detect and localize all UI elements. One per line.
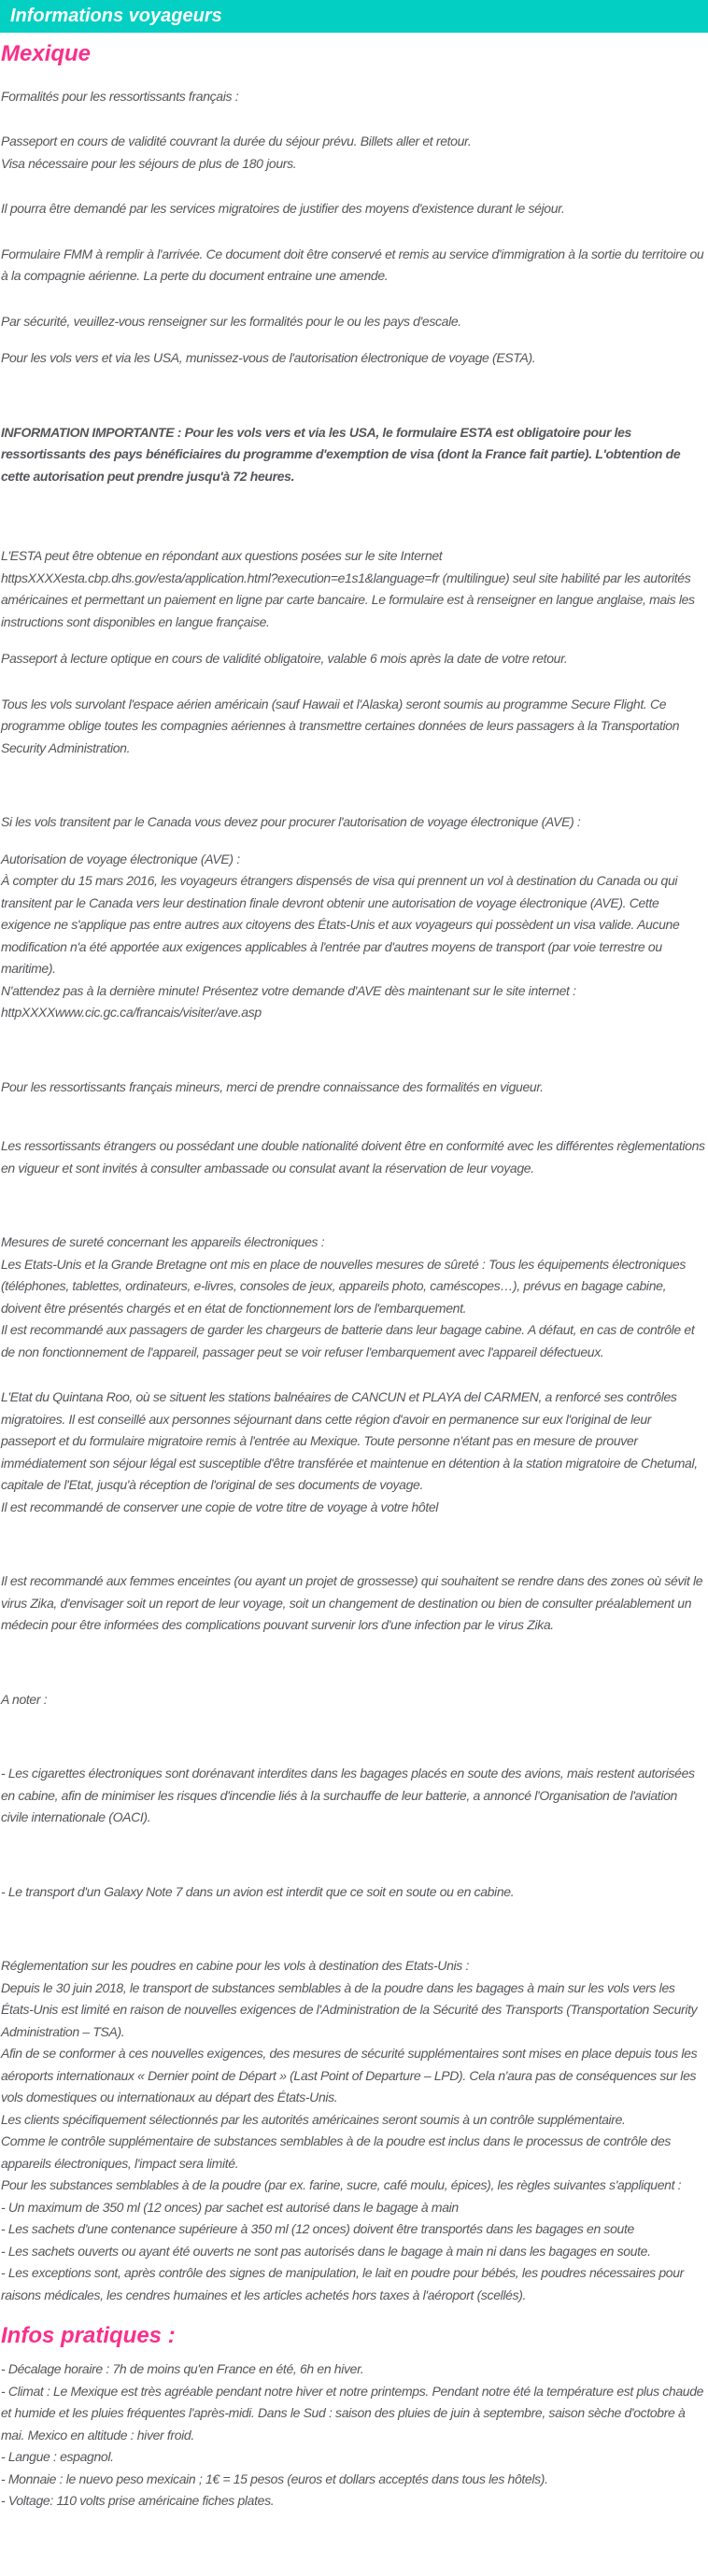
paragraph: - Le transport d'un Galaxy Note 7 dans un avion est interdit que ce soit en soute ou en cabine. [1,1883,515,1899]
paragraph: Par sécurité, veuillez-vous renseigner sur les formalités pour le ou les pays d'escale. [1,313,461,329]
info-line: - Monnaie : le nuevo peso mexicain ; 1€ = 15 pesos (euros et dollars acceptés dans tous les hôtels). [1,2470,548,2486]
country-heading: Mexique [1,41,92,66]
paragraph: Formulaire FMM à remplir à l'arrivée. Ce document doit être conservé et remis au service d'immigration à la sortie du territoire ou à la compagnie aérienne. La perte du document entraine une amende. [1,246,704,284]
page-title: Informations voyageurs [10,6,222,26]
paragraph-list [1,86,705,2307]
traveler-info-document [0,41,708,2535]
paragraph: Pour les vols vers et via les USA, munissez-vous de l'autorisation électronique de voyage (ESTA). [1,350,536,366]
paragraph: INFORMATION IMPORTANTE : Pour les vols vers et via les USA, le formulaire ESTA est obligatoire pour les ressortissants des pays bénéficiaires du programme d'exemption de visa (dont la France fait partie). L'obtention de cette autorisation peut prendre jusqu'à 72 heures. [1,424,681,484]
paragraph: Formalités pour les ressortissants français : [1,88,239,104]
paragraph: Passeport à lecture optique en cours de validité obligatoire, valable 6 mois après la date de votre retour. [1,651,568,667]
paragraph: - Les cigarettes électroniques sont dorénavant interdites dans les bagages placés en soute des avions, mais restent autorisées en cabine, afin de minimiser les risques d'incendie liés à la surchauffe de leur batterie, a annoncé l'Organisation de l'aviation civile internationale (OACI). [1,1766,695,1825]
paragraph: Il pourra être demandé par les services migratoires de justifier des moyens d'existence durant le séjour. [1,201,565,217]
paragraph: L'ESTA peut être obtenue en répondant aux questions posées sur le site Internet httpsXXXXesta.cbp.dhs.gov/esta/application.html?execution=e1s1&language=fr (multilingue) seul site habilité par les autorités américaines et permettant un paiement en ligne par carte bancaire. Le formulaire est à renseigner en langue anglaise, mais les instructions sont disponibles en langue française. [1,548,695,629]
paragraph: Réglementation sur les poudres en cabine pour les vols à destination des Etats-Unis : Depuis le 30 juin 2018, le transport de substances semblables à de la poudre dans les bagages à main sur les vols vers les États-Unis est limité en raison de nouvelles exigences de l'Administration de la Sécurité des Transports (Transportation Security Administration – TSA). Afin de se conformer à ces nouvelles exigences, des mesures de sécurité supplémentaires sont mises en place depuis tous les aéroports internationaux « Dernier point de Départ » (Last Point of Departure – LPD). Cela n'aura pas de conséquences sur les vols domestiques ou internationaux au départ des États-Unis. Les clients spécifiquement sélectionnés par les autorités américaines seront soumis à un contrôle supplémentaire. Comme le contrôle supplémentaire de substances semblables à de la poudre est inclus dans le processus de contrôle des appareils électroniques, l'impact sera limité. Pour les substances semblables à de la poudre (par ex. farine, sucre, café moulu, épices), les règles suivantes s'appliquent : - Un maximum de 350 ml (12 onces) par sachet est autorisé dans le bagage à main - Les sachets d'une contenance supérieure à 350 ml (12 onces) doivent être transportés dans les bagages en soute - Les sachets ouverts ou ayant été ouverts ne sont pas autorisés dans le bagage à main ni dans les bagages en soute. - Les exceptions sont, après contrôle des signes de manipulation, le lait en poudre pour bébés, les poudres nécessaires pour raisons médicales, les cendres humaines et les articles achetés hors taxes à l'aéroport (scellés). [1,1958,698,2302]
info-line: - Voltage: 110 volts prise américaine fiches plates. [1,2493,275,2509]
infos-pratiques-heading: Infos pratiques : [1,2323,176,2349]
paragraph: Passeport en cours de validité couvrant la durée du séjour prévu. Billets aller et retour. Visa nécessaire pour les séjours de plus de 180 jours. [1,134,472,171]
paragraph: Autorisation de voyage électronique (AVE) : À compter du 15 mars 2016, les voyageurs étrangers dispensés de visa qui prennent un vol à destination du Canada ou qui transitent par le Canada vers leur destination finale devront obtenir une autorisation de voyage électronique (AVE). Cette exigence ne s'applique pas entre autres aux citoyens des États-Unis et aux voyageurs qui possèdent un visa valide. Aucune modification n'a été apportée aux exigences applicables à l'entrée par d'autres moyens de transport (par voie terrestre ou maritime). N'attendez pas à la dernière minute! Présentez votre demande d'AVE dès maintenant sur le site internet : httpXXXXwww.cic.gc.ca/francais/visiter/ave.asp [1,851,680,1021]
paragraph: Pour les ressortissants français mineurs, merci de prendre connaissance des formalités en vigueur. [1,1078,544,1094]
page-header [0,0,708,33]
infos-pratiques-list [1,2358,705,2513]
paragraph: L'Etat du Quintana Roo, où se situent les stations balnéaires de CANCUN et PLAYA del CARMEN, a renforcé ses contrôles migratoires. Il est conseillé aux personnes séjournant dans cette région d'avoir en permanence sur eux l'original de leur passeport et du formulaire migratoire remis à l'entrée au Mexique. Toute personne n'étant pas en mesure de prouver immédiatement son séjour légal est susceptible d'être transférée et maintenue en détention à la station migratoire de Chetumal, capitale de l'Etat, jusqu'à réception de l'original de ses documents de voyage. Il est recommandé de conserver une copie de votre titre de voyage à votre hôtel [1,1389,698,1514]
paragraph: Mesures de sureté concernant les appareils électroniques : Les Etats-Unis et la Grande Bretagne ont mis en place de nouvelles mesures de sûreté : Tous les équipements électroniques (téléphones, tablettes, ordinateurs, e-livres, consoles de jeux, appareils photo, caméscopes…), prévus en bagage cabine, doivent être présentés chargés et en état de fonctionnement lors de l'embarquement. Il est recommandé aux passagers de garder les chargeurs de batterie dans leur bagage cabine. A défaut, en cas de contrôle et de non fonctionnement de l'appareil, passager peut se voir refuser l'embarquement avec l'appareil défectueux. [1,1234,695,1359]
info-line: - Climat : Le Mexique est très agréable pendant notre hiver et notre printemps. Pendant notre été la température est plus chaude et humide et les pluies fréquentes l'après-midi. Dans le Sud : saison des pluies de juin à septembre, saison sèche d'octobre à mai. Mexico en altitude : hiver froid. [1,2383,704,2442]
paragraph: Tous les vols survolant l'espace aérien américain (sauf Hawaii et l'Alaska) seront soumis au programme Secure Flight. Ce programme oblige toutes les compagnies aériennes à transmettre certaines données de leurs passagers à la Transportation Security Administration. [1,696,680,755]
paragraph: Il est recommandé aux femmes enceintes (ou ayant un projet de grossesse) qui souhaitent se rendre dans des zones où sévit le virus Zika, d'envisager soit un report de leur voyage, soit un changement de destination ou bien de consulter préalablement un médecin pour être informées des complications pouvant survenir lors d'une infection par le virus Zika. [1,1573,703,1633]
paragraph: A noter : [1,1691,48,1707]
info-line: - Décalage horaire : 7h de moins qu'en France en été, 6h en hiver. [1,2361,364,2377]
paragraph: Les ressortissants étrangers ou possédant une double nationalité doivent être en conformité avec les différentes règlementations en vigueur et sont invités à consulter ambassade ou consulat avant la réservation de leur voyage. [1,1138,705,1175]
paragraph: Si les vols transitent par le Canada vous devez pour procurer l'autorisation de voyage électronique (AVE) : [1,814,581,830]
info-line: - Langue : espagnol. [1,2449,114,2465]
